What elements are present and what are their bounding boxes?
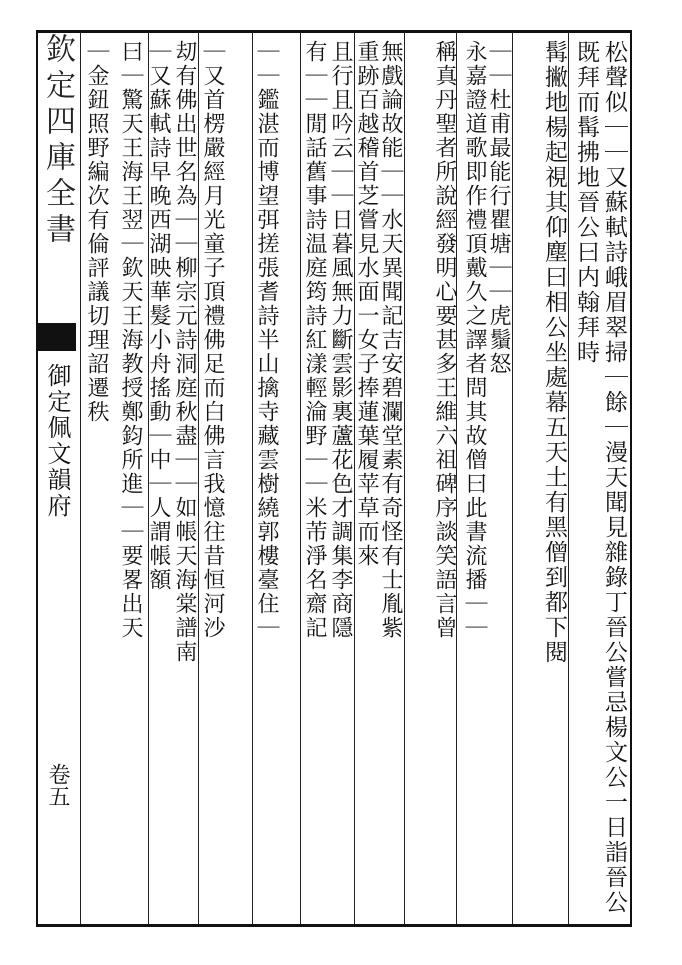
column-rule bbox=[80, 32, 81, 924]
text-column-9: 有｜｜閒話舊事詩温庭筠詩紅漾輕淪野｜｜米芾淨名齋記 bbox=[302, 40, 327, 640]
text-column-7: 重跡百越稽首芝嘗見水面一女子捧蓮葉履苹草而來 bbox=[354, 40, 379, 568]
text-column-14: 曰｜驚天王海王翌｜欽天王海教授鄭鈞所進｜｜要畧出天 bbox=[118, 40, 143, 640]
frame-top-line bbox=[36, 30, 632, 33]
book-spine bbox=[38, 33, 76, 924]
spine-black-block bbox=[38, 323, 76, 351]
frame-bottom-line bbox=[36, 924, 632, 927]
text-column-2: 髯撇地楊起視其仰塵曰相公坐處幕五天土有黑僧到都下閱 bbox=[541, 40, 567, 665]
text-column-15: ｜金鈕照野編次有倫評議切理詔遷秩 bbox=[84, 40, 109, 424]
text-column-12: 刧有佛出世名為｜｜柳宗元詩洞庭秋盡｜｜如帳天海棠譜南 bbox=[172, 40, 197, 664]
text-column-4: 永嘉證道歌即作禮頂戴久之譯者問其故僧曰此書流播｜｜ bbox=[462, 40, 487, 640]
spine-page-number: 卷五 bbox=[45, 763, 70, 807]
text-column-8: 且行且吟云｜｜日暮風無力斷雲影裏蘆花色才調集李商隱 bbox=[328, 40, 353, 640]
text-column-6: 無戲論故能｜｜水天異聞記吉安碧瀾堂素有奇怪有士胤紫 bbox=[378, 40, 403, 640]
text-column-13: ｜又蘇軾詩早晚西湖映華髮小舟搖動｜中｜人謂帳額 bbox=[146, 40, 171, 592]
spine-collection-title: 欽定四庫全書 bbox=[40, 33, 75, 249]
column-rule bbox=[512, 32, 513, 924]
text-column-11: ｜又首楞嚴經月光童子頂禮佛足而白佛言我憶往昔恒河沙 bbox=[200, 40, 225, 640]
column-rule bbox=[404, 32, 405, 924]
text-column-3: ｜｜杜甫最能行瞿塘｜｜虎鬚怒 bbox=[486, 40, 511, 376]
frame-right-line bbox=[630, 30, 632, 927]
text-column-5: 稱真丹聖者所說經發明心要甚多王維六祖碑序談笑語言曾 bbox=[432, 40, 457, 640]
spine-book-title: 御定佩文韻府 bbox=[43, 363, 71, 519]
text-column-1: 松聲似｜｜又蘇軾詩峨眉翠掃｜餘｜漫天聞見雜錄丁晉公嘗忌楊文公一日詣晉公既拜而髯拂地晉公曰内翰拜時 bbox=[573, 40, 627, 915]
text-column-10: ｜｜鑑湛而博望弭搓張耆詩半山擒寺藏雲樹繞郭樓臺住｜ bbox=[254, 40, 279, 640]
column-rule bbox=[568, 32, 569, 924]
